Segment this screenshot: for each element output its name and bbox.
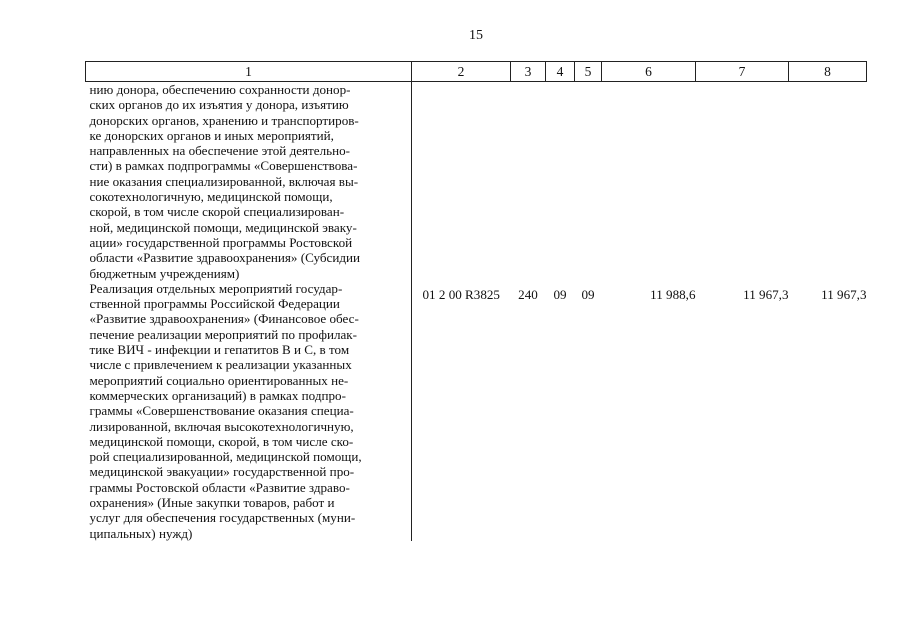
desc-line: услуг для обеспечения государственных (муни- — [89, 510, 356, 526]
desc-line: направленных на обеспечение этой деятельно- — [89, 143, 351, 159]
col-header-5: 5 — [575, 62, 602, 82]
desc-line: коммерческих организаций) в рамках подпро- — [89, 387, 346, 403]
cell-target-code: 01 2 00 R3825 — [422, 286, 500, 302]
cell-expense-type — [511, 82, 546, 281]
cell-amount-2 — [696, 82, 789, 281]
desc-line: ной, медицинской помощи, медицинской эваку- — [89, 219, 357, 235]
col-header-2: 2 — [412, 62, 511, 82]
col-header-6: 6 — [602, 62, 696, 82]
desc-line: области «Развитие здравоохранения» (Субсидии — [89, 250, 361, 266]
cell-target-code — [412, 82, 511, 281]
table-header-row — [86, 62, 867, 82]
desc-line: числе с привлечением к реализации указанных — [89, 357, 352, 373]
desc-line: мероприятий социально ориентированных не- — [89, 372, 349, 388]
desc-line: скорой, в том числе скорой специализирован- — [89, 204, 345, 220]
cell-subsection — [575, 82, 602, 281]
cell-section: 09 — [553, 286, 567, 302]
table-row — [86, 281, 867, 541]
desc-line: ации» государственной программы Ростовской — [89, 234, 353, 250]
desc-line: ципальных) нужд) — [89, 525, 193, 541]
desc-line: ке донорских органов и иных мероприятий, — [89, 127, 334, 143]
desc-line: граммы Ростовской области «Развитие здраво- — [89, 479, 350, 495]
desc-line: печение реализации мероприятий по профилак- — [89, 326, 358, 342]
row-description — [86, 281, 412, 541]
desc-line: Реализация отдельных мероприятий государ- — [89, 280, 343, 296]
desc-line: медицинской эвакуации» государственной про- — [89, 464, 355, 480]
desc-line: ских органов до их изъятия у донора, изъятию — [89, 97, 349, 113]
desc-line: сокотехнологичную, медицинской помощи, — [89, 189, 333, 205]
desc-line: «Развитие здравоохранения» (Финансовое обес- — [89, 311, 359, 327]
desc-line: рой специализированной, медицинской помощи, — [89, 449, 362, 465]
cell-amount-3: 11 967,3 — [821, 286, 867, 302]
cell-amount-1: 11 988,6 — [650, 286, 696, 302]
desc-line: лизированной, включая высокотехнологичную, — [89, 418, 354, 434]
desc-line: нию донора, обеспечению сохранности донор- — [89, 82, 351, 97]
col-header-7: 7 — [696, 62, 789, 82]
desc-line: ственной программы Российской Федерации — [89, 296, 340, 312]
cell-expense-type: 240 — [518, 286, 538, 302]
desc-line: сти) в рамках подпрограммы «Совершенствова- — [89, 158, 358, 174]
col-header-4: 4 — [546, 62, 575, 82]
row-description — [86, 82, 412, 281]
desc-line: граммы «Совершенствование оказания специа- — [89, 403, 354, 419]
desc-line: бюджетным учреждениям) — [89, 265, 240, 281]
page-number: 15 — [469, 28, 483, 43]
cell-amount-3 — [789, 82, 867, 281]
desc-line: охранения» (Иные закупки товаров, работ и — [89, 495, 335, 511]
col-header-1: 1 — [86, 62, 412, 82]
cell-subsection: 09 — [581, 286, 595, 302]
col-header-8: 8 — [789, 62, 867, 82]
cell-section — [546, 82, 575, 281]
desc-line: донорских органов, хранению и транспортиров- — [89, 112, 359, 128]
cell-amount-2: 11 967,3 — [743, 286, 789, 302]
desc-line: тике ВИЧ - инфекции и гепатитов В и С, в том — [89, 342, 350, 358]
table-row — [86, 82, 867, 281]
cell-amount-1 — [602, 82, 696, 281]
desc-line: медицинской помощи, скорой, в том числе ско- — [89, 433, 354, 449]
budget-table — [85, 61, 867, 541]
col-header-3: 3 — [511, 62, 546, 82]
desc-line: ние оказания специализированной, включая вы- — [89, 173, 359, 189]
